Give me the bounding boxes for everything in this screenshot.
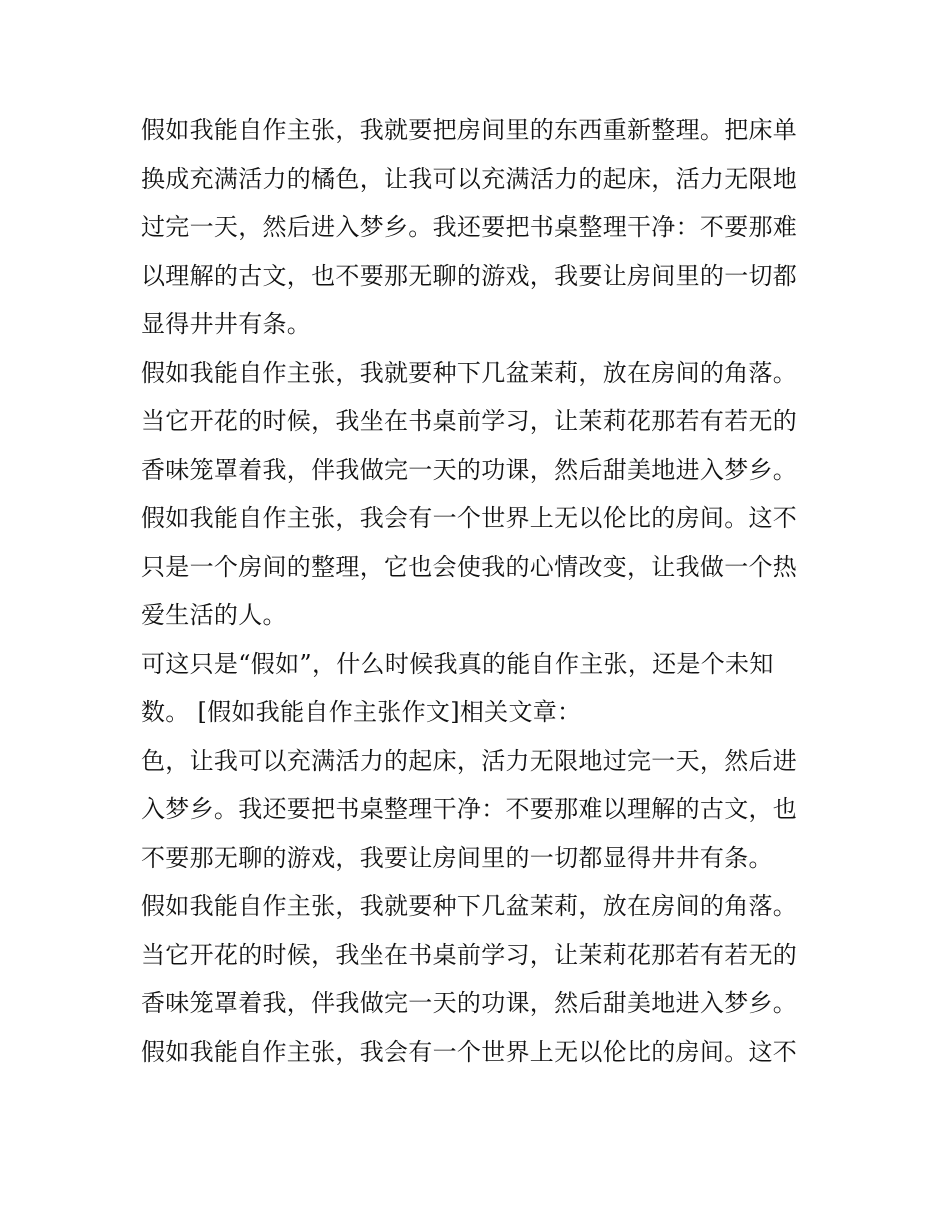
text-line: 只是一个房间的整理，它也会使我的心情改变，让我做一个热 <box>141 552 798 581</box>
text-line: 不要那无聊的游戏，我要让房间里的一切都显得井井有条。 <box>141 843 773 872</box>
text-line: 当它开花的时候，我坐在书桌前学习，让茉莉花那若有若无的 <box>141 407 798 435</box>
document-body <box>141 106 821 1076</box>
text-line: 显得井井有条。 <box>141 310 312 338</box>
text-line: 换成充满活力的橘色，让我可以充满活力的起床，活力无限地 <box>141 164 798 193</box>
text-line: 假如我能自作主张，我就要把房间里的东西重新整理。把床单 <box>141 116 798 144</box>
text-line: 色，让我可以充满活力的起床，活力无限地过完一天，然后进 <box>141 746 798 775</box>
text-line: 假如我能自作主张，我会有一个世界上无以伦比的房间。这不 <box>141 1037 798 1066</box>
text-line: 爱生活的人。 <box>141 601 287 629</box>
text-line: 数。 [假如我能自作主张作文]相关文章： <box>141 698 582 726</box>
text-line: 香味笼罩着我，伴我做完一天的功课，然后甜美地进入梦乡。 <box>141 989 798 1017</box>
text-line: 过完一天，然后进入梦乡。我还要把书桌整理干净：不要那难 <box>141 213 798 241</box>
text-line: 假如我能自作主张，我会有一个世界上无以伦比的房间。这不 <box>141 504 798 532</box>
text-line: 香味笼罩着我，伴我做完一天的功课，然后甜美地进入梦乡。 <box>141 455 798 484</box>
text-line: 假如我能自作主张，我就要种下几盆茉莉，放在房间的角落。 <box>141 358 798 387</box>
text-line: 假如我能自作主张，我就要种下几盆茉莉，放在房间的角落。 <box>141 892 798 920</box>
text-line: 可这只是“假如”，什么时候我真的能自作主张，还是个未知 <box>141 649 774 678</box>
text-line: 入梦乡。我还要把书桌整理干净：不要那难以理解的古文，也 <box>141 795 798 823</box>
text-line: 以理解的古文，也不要那无聊的游戏，我要让房间里的一切都 <box>141 261 798 290</box>
text-line: 当它开花的时候，我坐在书桌前学习，让茉莉花那若有若无的 <box>141 940 798 969</box>
